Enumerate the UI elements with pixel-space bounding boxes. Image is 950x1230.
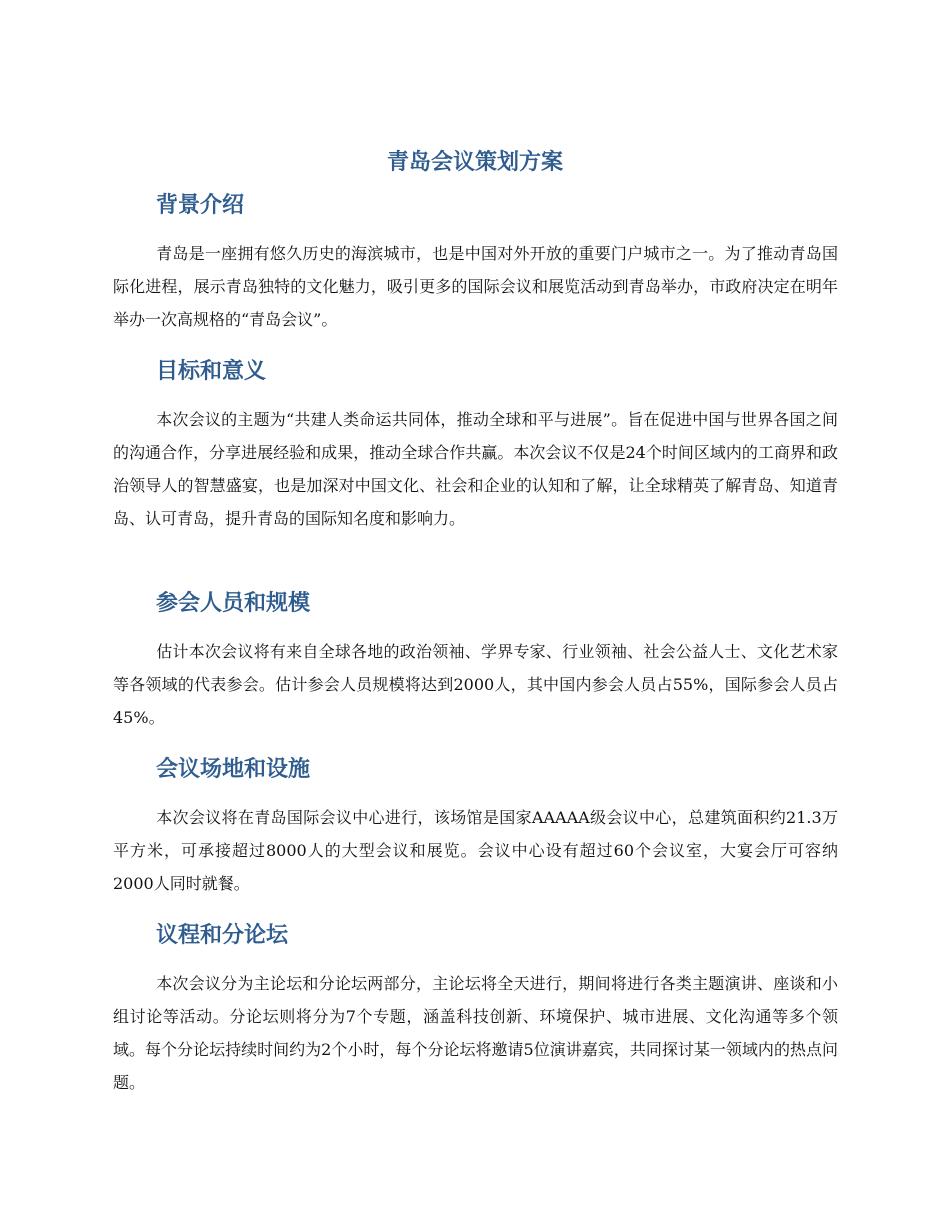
section-heading: 目标和意义	[156, 359, 267, 384]
section-paragraph: 本次会议将在青岛国际会议中心进行，该场馆是国家AAAAA级会议中心，总建筑面积约21.3万平方米，可承接超过8000人的大型会议和展览。会议中心设有超过60个会议室，大宴会厅可容纳2000人同时就餐。	[113, 808, 838, 893]
section-heading: 参会人员和规模	[156, 591, 311, 616]
section-paragraph: 本次会议分为主论坛和分论坛两部分，主论坛将全天进行，期间将进行各类主题演讲、座谈和小组讨论等活动。分论坛则将分为7个专题，涵盖科技创新、环境保护、城市进展、文化沟通等多个领域。每个分论坛持续时间约为2个小时，每个分论坛将邀请5位演讲嘉宾，共同探讨某一领域内的热点问题。	[113, 974, 838, 1092]
section-attendees	[113, 587, 838, 734]
section-paragraph: 青岛是一座拥有悠久历史的海滨城市，也是中国对外开放的重要门户城市之一。为了推动青岛国际化进程，展示青岛独特的文化魅力，吸引更多的国际会议和展览活动到青岛举办，市政府决定在明年举办一次高规格的“青岛会议”。	[113, 244, 838, 329]
section-venue	[113, 753, 838, 900]
section-heading: 背景介绍	[156, 193, 245, 218]
section-heading: 会议场地和设施	[156, 757, 311, 782]
section-background	[113, 189, 838, 336]
section-goals	[113, 355, 838, 535]
section-paragraph: 估计本次会议将有来自全球各地的政治领袖、学界专家、行业领袖、社会公益人士、文化艺术家等各领域的代表参会。估计参会人员规模将达到2000人，其中国内参会人员占55%，国际参会人员占45%。	[113, 642, 838, 727]
section-paragraph: 本次会议的主题为“共建人类命运共同体，推动全球和平与进展”。旨在促进中国与世界各国之间的沟通合作，分享进展经验和成果，推动全球合作共赢。本次会议不仅是24个时间区域内的工商界和政治领导人的智慧盛宴，也是加深对中国文化、社会和企业的认知和了解，让全球精英了解青岛、知道青岛、认可青岛，提升青岛的国际知名度和影响力。	[113, 410, 838, 528]
section-heading: 议程和分论坛	[156, 923, 289, 948]
document-title: 青岛会议策划方案	[386, 150, 563, 175]
section-agenda	[113, 919, 838, 1099]
